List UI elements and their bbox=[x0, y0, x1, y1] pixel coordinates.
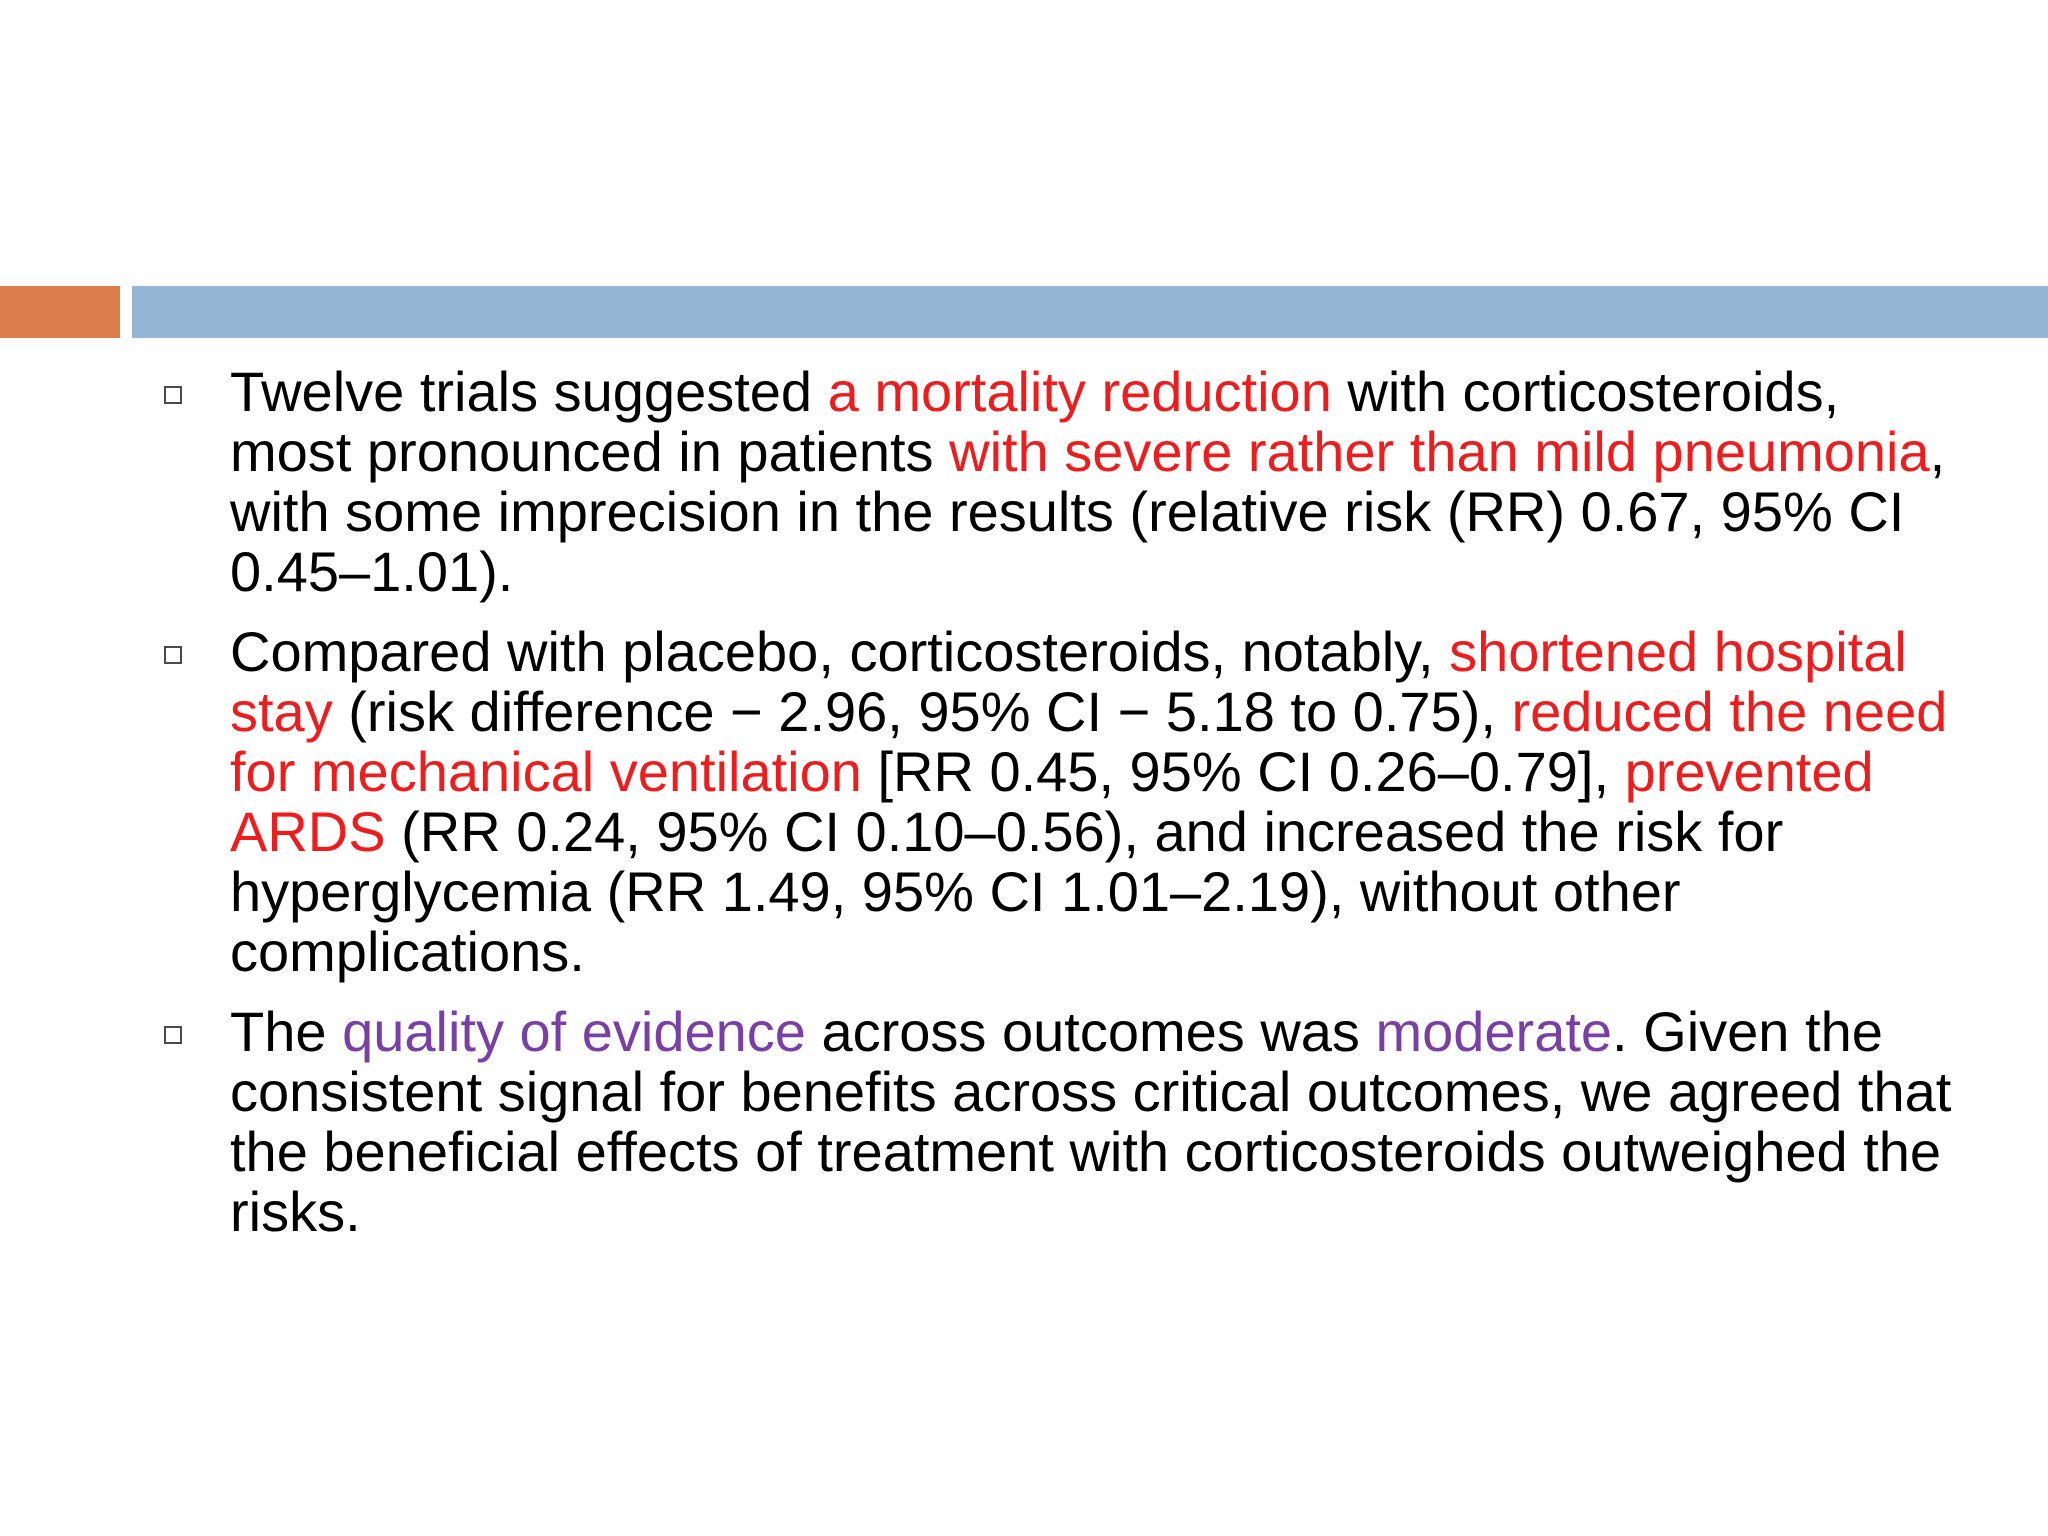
highlight-mechanical-ventilation: reduced the need for mechanical ventilation bbox=[230, 680, 1948, 803]
highlight-severe-pneumonia: with severe rather than mild pneumonia bbox=[949, 420, 1930, 483]
bullet-text-1 bbox=[230, 362, 1968, 602]
checkbox-icon bbox=[164, 386, 182, 404]
text-segment: Compared with placebo, corticosteroids, notably, bbox=[230, 620, 1450, 683]
bullet-text-2 bbox=[230, 622, 1968, 982]
highlight-shortened-stay: shortened hospital stay bbox=[230, 620, 1907, 743]
bullet-text-3 bbox=[230, 1002, 1968, 1242]
accent-bar-orange bbox=[0, 286, 120, 338]
text-segment: . Given the consistent signal for benefits across critical outcomes, we agreed that the beneficial effects of treatment with corticosteroids outweighed the risks. bbox=[230, 1000, 1952, 1243]
text-segment: , with some imprecision in the results (relative risk (RR) 0.67, 95% CI 0.45–1.01). bbox=[230, 420, 1946, 603]
checkbox-icon bbox=[164, 646, 182, 664]
bullet-item-2 bbox=[0, 622, 2048, 982]
text-segment: with corticosteroids, most pronounced in patients bbox=[230, 360, 1840, 483]
highlight-moderate: moderate bbox=[1375, 1000, 1613, 1063]
slide-content bbox=[0, 362, 2048, 1262]
text-segment: The bbox=[230, 1000, 343, 1063]
bullet-item-3 bbox=[0, 1002, 2048, 1242]
highlight-mortality-reduction: a mortality reduction bbox=[827, 360, 1332, 423]
checkbox-icon bbox=[164, 1026, 182, 1044]
accent-bar-blue bbox=[132, 286, 2048, 338]
highlight-prevented-ards: prevented ARDS bbox=[230, 740, 1874, 863]
text-segment: (risk difference − 2.96, 95% CI − 5.18 to 0.75), bbox=[332, 680, 1512, 743]
highlight-quality-of-evidence: quality of evidence bbox=[342, 1000, 806, 1063]
text-segment: [RR 0.45, 95% CI 0.26–0.79], bbox=[861, 740, 1625, 803]
text-segment: Twelve trials suggested bbox=[230, 360, 828, 423]
text-segment: across outcomes was bbox=[805, 1000, 1376, 1063]
bullet-item-1 bbox=[0, 362, 2048, 602]
text-segment: (RR 0.24, 95% CI 0.10–0.56), and increased the risk for hyperglycemia (RR 1.49, 95% CI 1.01–2.19), without other complications. bbox=[230, 800, 1784, 983]
